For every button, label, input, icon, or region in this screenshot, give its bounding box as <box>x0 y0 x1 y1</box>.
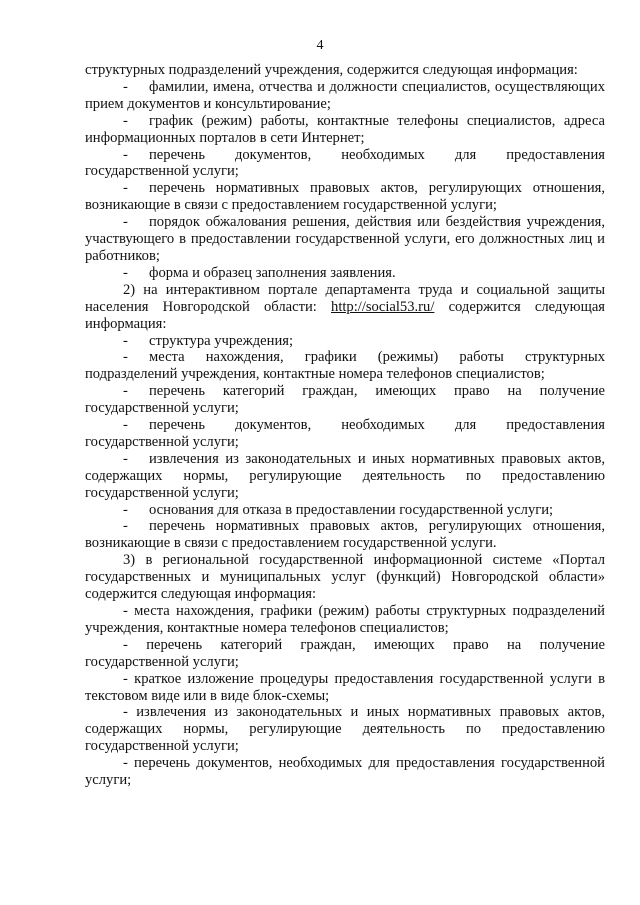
list-item <box>85 502 605 519</box>
list-item-text: извлечения из законодательных и иных нормативных правовых актов, содержащих нормы, регулирующие деятельность по предоставлению государственной услуги; <box>85 704 605 755</box>
dash: - <box>123 146 128 163</box>
dash: - <box>123 755 128 772</box>
list-item <box>85 637 605 671</box>
list-item <box>85 180 605 214</box>
list-item <box>85 451 605 502</box>
list-item <box>85 265 605 282</box>
dash: - <box>123 636 128 653</box>
list-item-text: перечень категорий граждан, имеющих право на получение государственной услуги; <box>85 636 605 670</box>
portal-link[interactable]: http://social53.ru/ <box>331 298 435 315</box>
paragraph: структурных подразделений учреждения, содержится следующая информация: <box>85 62 578 78</box>
list-item <box>85 417 605 451</box>
list-item-text: основания для отказа в предоставлении государственной услуги; <box>149 501 554 518</box>
paragraph <box>85 282 605 333</box>
list-item <box>85 518 605 552</box>
dash: - <box>123 349 128 366</box>
list-item <box>85 671 605 705</box>
list-item <box>85 704 605 755</box>
list-item-text: фамилии, имена, отчества и должности специалистов, осуществляющих прием документов и консультирование; <box>85 78 605 112</box>
list-item-text: перечень категорий граждан, имеющих право на получение государственной услуги; <box>85 383 605 417</box>
paragraph-text: 2) на интерактивном портале департамента труда и социальной защиты населения Новгородской области: <box>85 281 605 315</box>
paragraph-text: содержится следующая информация: <box>85 298 606 332</box>
list-item <box>85 79 605 113</box>
list-item-text: перечень документов, необходимых для предоставления государственной услуги; <box>85 755 605 789</box>
list-item-text: порядок обжалования решения, действия или бездействия учреждения, участвующего в предоставлении государственной услуги, его должностных лиц и работников; <box>85 214 605 264</box>
page-number: 4 <box>316 38 324 53</box>
dash: - <box>123 417 128 434</box>
document-body <box>85 62 605 789</box>
list-item-text: структура учреждения; <box>149 332 294 349</box>
dash: - <box>123 112 128 129</box>
dash: - <box>123 264 128 281</box>
dash: - <box>123 704 128 721</box>
list-item-text: форма и образец заполнения заявления. <box>149 264 396 281</box>
dash: - <box>123 214 128 231</box>
list-item-text: график (режим) работы, контактные телефоны специалистов, адреса информационных порталов в сети Интернет; <box>85 112 605 146</box>
list-item <box>85 147 605 181</box>
dash: - <box>123 180 128 197</box>
list-item-text: места нахождения, графики (режим) работы структурных подразделений учреждения, контактные номера телефонов специалистов; <box>85 603 605 636</box>
list-item <box>85 349 605 383</box>
list-item <box>85 113 605 147</box>
dash: - <box>123 603 128 619</box>
dash: - <box>123 332 128 349</box>
list-item <box>85 383 605 417</box>
list-item <box>85 755 605 789</box>
list-item-text: перечень нормативных правовых актов, регулирующих отношения, возникающие в связи с предоставлением государственной услуги. <box>85 518 605 552</box>
dash: - <box>123 78 128 95</box>
list-item-text: перечень документов, необходимых для предоставления государственной услуги; <box>85 146 605 180</box>
dash: - <box>123 450 128 467</box>
list-item-text: извлечения из законодательных и иных нормативных правовых актов, содержащих нормы, регулирующие деятельность по предоставлению государственной услуги; <box>85 450 605 501</box>
dash: - <box>123 518 128 535</box>
dash: - <box>123 670 128 687</box>
dash: - <box>123 383 128 400</box>
list-item <box>85 603 605 637</box>
list-item <box>85 214 605 265</box>
list-item-text: перечень нормативных правовых актов, регулирующих отношения, возникающие в связи с предоставлением государственной услуги; <box>85 180 605 214</box>
list-item-text: места нахождения, графики (режимы) работы структурных подразделений учреждения, контактные номера телефонов специалистов; <box>85 349 605 383</box>
list-item <box>85 333 605 350</box>
list-item-text: перечень документов, необходимых для предоставления государственной услуги; <box>85 417 605 450</box>
dash: - <box>123 501 128 518</box>
paragraph: 3) в региональной государственной информационной системе «Портал государственных и муниципальных услуг (функций) Новгородской области» содержится следующая информация: <box>85 552 605 603</box>
list-item-text: краткое изложение процедуры предоставления государственной услуги в текстовом виде или в виде блок-схемы; <box>85 670 606 704</box>
